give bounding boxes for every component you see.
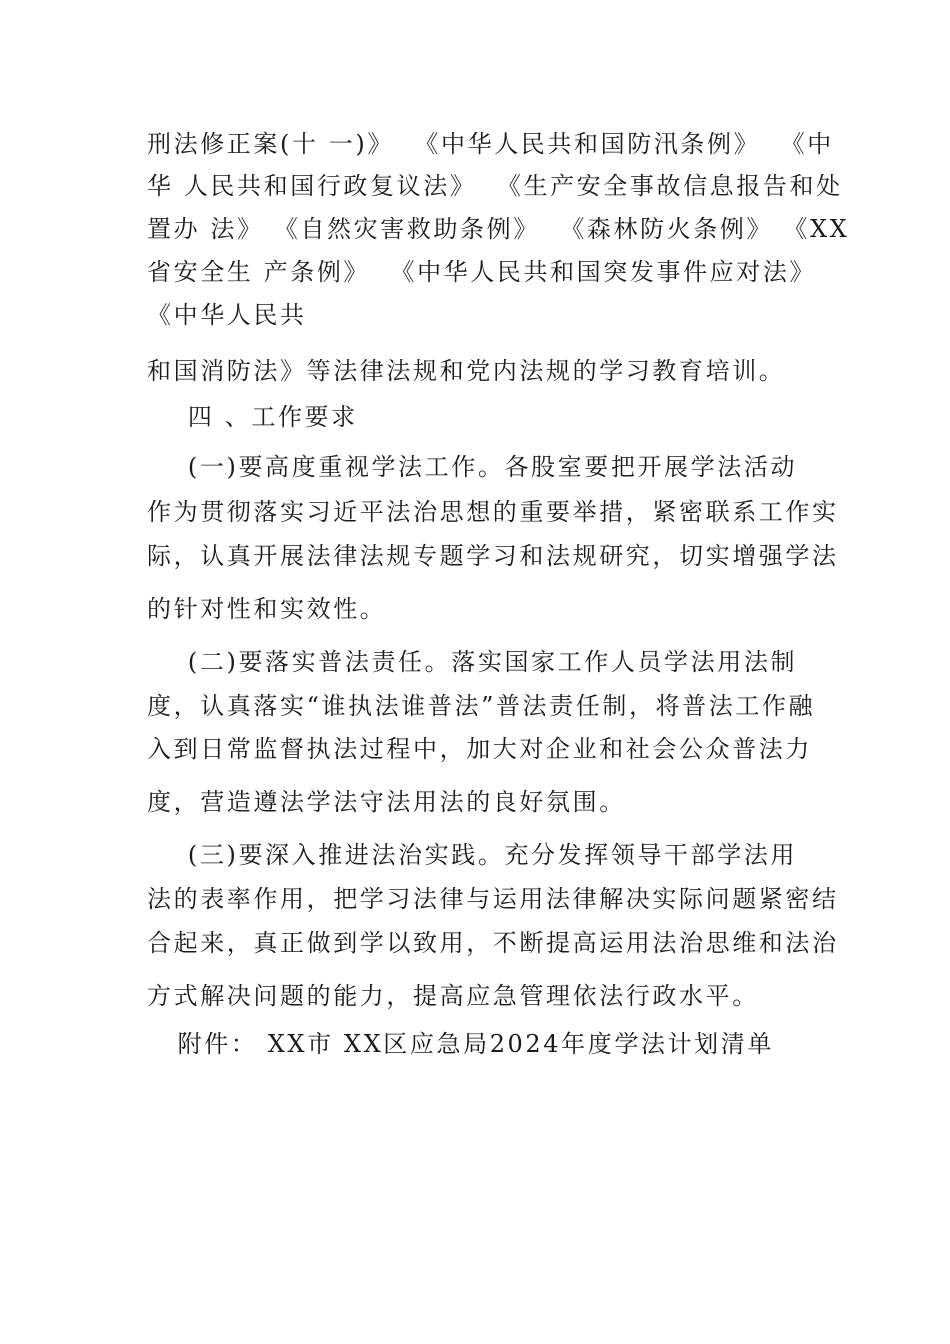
text-line-17: 法的表率作用，把学习法律与运用法律解决实际问题紧密结 [147,885,839,913]
text-line-16: (三)要深入推进法治实践。充分发挥领导干部学法用 [147,841,798,869]
text-line-3: 置办 法》 《自然灾害救助条例》 《森林防火条例》 《XX [147,215,850,243]
text-line-11: 的针对性和实效性。 [147,595,387,623]
text-line-13: 度，认真落实“谁执法谁普法”普法责任制，将普法工作融 [147,692,816,720]
attachment-line: 附件： XX市 XX区应急局2024年度学法计划清单 [147,1030,774,1058]
text-line-10: 际，认真开展法律法规专题学习和法规研究，切实增强学法 [147,542,839,570]
text-line-4: 省安全生 产条例》 《中华人民共和国突发事件应对法》 [147,258,817,286]
text-line-5: 《中华人民共 [147,301,307,329]
text-line-1: 刑法修正案(十 一)》 《中华人民共和国防汛条例》 《中 [147,130,834,158]
text-line-18: 合起来，真正做到学以致用，不断提高运用法治思维和法治 [147,929,839,957]
text-line-19: 方式解决问题的能力，提高应急管理依法行政水平。 [147,982,759,1010]
text-line-9: 作为贯彻落实习近平法治思想的重要举措，紧密联系工作实 [147,498,839,526]
text-line-14: 入到日常监督执法过程中，加大对企业和社会公众普法力 [147,735,812,763]
text-line-8: (一)要高度重视学法工作。各股室要把开展学法活动 [147,453,798,481]
text-line-12: (二)要落实普法责任。落实国家工作人员学法用法制 [147,648,798,676]
section-heading: 四 、工作要求 [147,403,358,431]
text-line-15: 度，营造遵法学法守法用法的良好氛围。 [147,788,626,816]
text-line-6: 和国消防法》等法律法规和党内法规的学习教育培训。 [147,357,786,385]
text-line-2: 华 人民共和国行政复议法》 《生产安全事故信息报告和处 [147,172,843,200]
